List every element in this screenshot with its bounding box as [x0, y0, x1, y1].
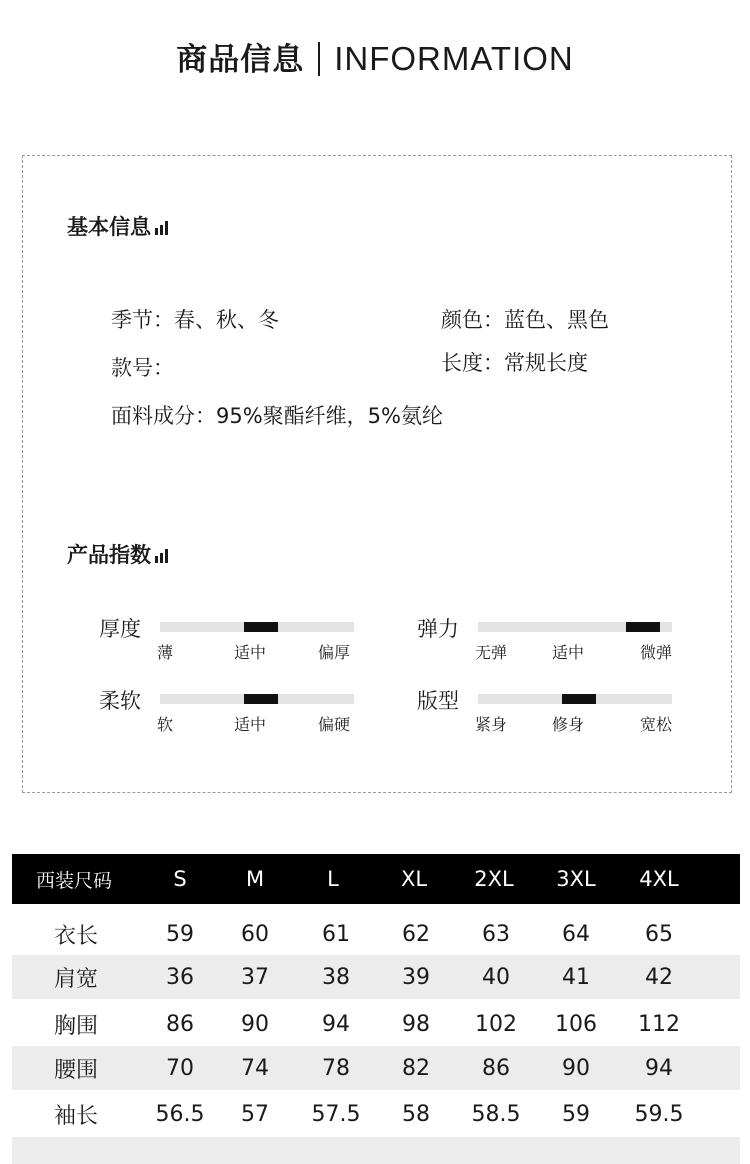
- table-cell: 86: [166, 1011, 194, 1037]
- product-index-title: 产品指数: [67, 543, 151, 567]
- index-marker: [626, 622, 660, 632]
- table-cell: 82: [402, 1055, 430, 1081]
- index-tick: 适中: [552, 643, 585, 662]
- size-table-header: [12, 854, 740, 904]
- table-cell: 64: [562, 921, 590, 947]
- spec-style-no: 款号：: [111, 356, 174, 380]
- index-track: [478, 622, 672, 632]
- title-en: INFORMATION: [334, 40, 574, 77]
- index-marker: [562, 694, 596, 704]
- table-cell: 39: [402, 964, 430, 990]
- index-marker: [244, 622, 278, 632]
- table-cell: 56.5: [155, 1101, 205, 1127]
- table-cell: 94: [322, 1011, 350, 1037]
- table-cell: 36: [166, 964, 194, 990]
- index-tick: 偏厚: [318, 643, 351, 662]
- signal-bars-icon: [155, 221, 169, 235]
- index-tick: 宽松: [640, 715, 673, 734]
- spec-fabric: 面料成分：95%聚酯纤维，5%氨纶: [111, 404, 443, 428]
- header-cell: 2XL: [474, 867, 514, 891]
- table-cell: 38: [322, 964, 350, 990]
- row-label: 衣长: [53, 923, 98, 949]
- table-cell: 78: [322, 1055, 350, 1081]
- title-cn: 商品信息: [176, 42, 305, 78]
- spec-length: 长度：常规长度: [441, 351, 588, 375]
- header-cell: 3XL: [556, 867, 596, 891]
- table-cell: 90: [562, 1055, 590, 1081]
- basic-info-heading: [67, 211, 169, 241]
- row-label: 腰围: [53, 1057, 98, 1083]
- table-cell: 112: [638, 1011, 680, 1037]
- index-tick: 薄: [157, 643, 174, 662]
- index-label: 柔软: [99, 689, 141, 713]
- row-label: 肩宽: [53, 966, 98, 992]
- table-cell: 90: [241, 1011, 269, 1037]
- table-cell: 41: [562, 964, 590, 990]
- header-cell: XL: [400, 867, 428, 891]
- table-row: [12, 912, 740, 956]
- table-cell: 98: [402, 1011, 430, 1037]
- index-tick: 紧身: [475, 715, 508, 734]
- table-cell: 62: [402, 921, 430, 947]
- table-cell: 70: [166, 1055, 194, 1081]
- header-cell: S: [173, 867, 187, 891]
- table-row: [12, 1002, 740, 1046]
- index-track: [478, 694, 672, 704]
- table-cell: 102: [475, 1011, 517, 1037]
- table-cell: 106: [555, 1011, 597, 1037]
- basic-info-title: 基本信息: [67, 215, 151, 239]
- table-cell: 61: [322, 921, 350, 947]
- index-label: 厚度: [99, 617, 141, 641]
- table-cell: 59: [166, 921, 194, 947]
- row-label: 袖长: [53, 1103, 98, 1129]
- header-cell: 西装尺码: [35, 869, 112, 892]
- spec-season: 季节：春、秋、冬: [111, 308, 279, 332]
- table-footer-strip: [12, 1137, 740, 1164]
- table-cell: 65: [645, 921, 673, 947]
- table-cell: 94: [645, 1055, 673, 1081]
- table-cell: 63: [482, 921, 510, 947]
- index-tick: 微弹: [640, 643, 673, 662]
- table-row: [12, 1092, 740, 1136]
- index-tick: 软: [157, 715, 174, 734]
- header-cell: M: [245, 867, 265, 891]
- index-tick: 偏硬: [318, 715, 351, 734]
- table-cell: 59: [562, 1101, 590, 1127]
- table-cell: 37: [241, 964, 269, 990]
- header-cell: L: [327, 867, 339, 891]
- table-cell: 86: [482, 1055, 510, 1081]
- table-cell: 57.5: [311, 1101, 361, 1127]
- table-cell: 74: [241, 1055, 269, 1081]
- table-cell: 42: [645, 964, 673, 990]
- index-tick: 适中: [234, 715, 267, 734]
- index-label: 版型: [417, 689, 459, 713]
- index-tick: 适中: [234, 643, 267, 662]
- table-cell: 58: [402, 1101, 430, 1127]
- title-divider: [318, 42, 320, 76]
- spec-color: 颜色：蓝色、黑色: [441, 308, 609, 332]
- table-cell: 57: [241, 1101, 269, 1127]
- table-row: [12, 955, 740, 999]
- row-label: 胸围: [53, 1013, 98, 1039]
- index-track: [160, 694, 354, 704]
- product-index-heading: [67, 539, 169, 569]
- signal-bars-icon: [155, 549, 169, 563]
- index-track: [160, 622, 354, 632]
- index-tick: 修身: [552, 715, 585, 734]
- page-title: [0, 34, 750, 79]
- table-cell: 58.5: [471, 1101, 521, 1127]
- table-cell: 60: [241, 921, 269, 947]
- table-cell: 59.5: [634, 1101, 684, 1127]
- page-header: [0, 0, 750, 115]
- info-box: [22, 155, 732, 793]
- header-cell: 4XL: [639, 867, 679, 891]
- index-tick: 无弹: [475, 643, 508, 662]
- index-marker: [244, 694, 278, 704]
- table-row: [12, 1046, 740, 1090]
- table-cell: 40: [482, 964, 510, 990]
- index-label: 弹力: [417, 617, 459, 641]
